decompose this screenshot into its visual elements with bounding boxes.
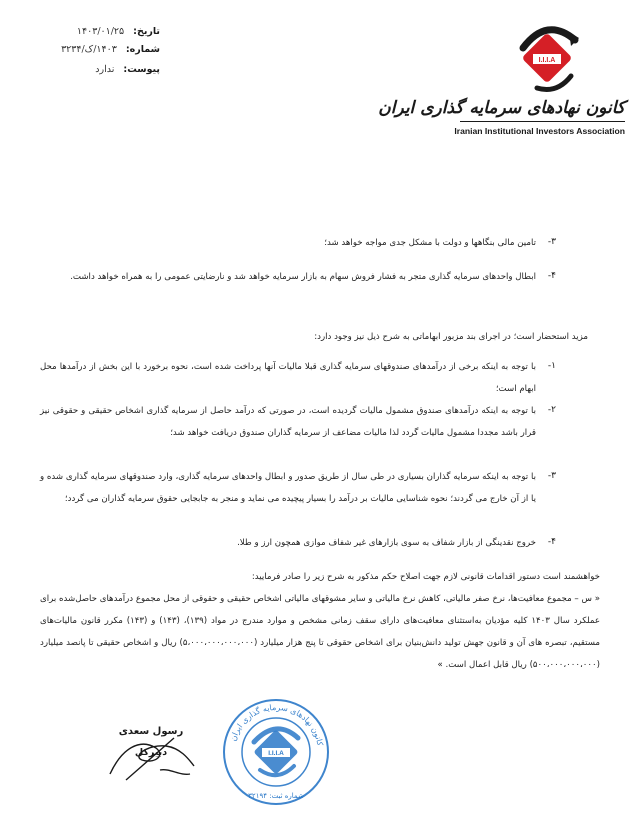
item-number: ۳- <box>547 471 556 481</box>
signature-block <box>96 722 206 802</box>
signatory-title: دبیرکل <box>134 747 168 758</box>
logo-emblem <box>507 18 587 96</box>
number-row <box>30 44 160 64</box>
association-logo <box>378 18 625 148</box>
list-item: تامین مالی بنگاهها و دولت با مشکل جدی مواجه خواهد شد؛ <box>324 238 536 248</box>
stamp-ring-text: کانون نهادهای سرمایه گذاری ایران <box>228 702 325 747</box>
list-item: با توجه به اینکه برخی از درآمدهای صندوقهای سرمایه گذاری قبلا مالیات آنها پرداخت شده است، نحوه برخورد با این بخش از درآمدها محل ابهام است؛ <box>40 362 536 394</box>
list-item: ابطال واحدهای سرمایه گذاری متجر به فشار فروش سهام به بازار سرمایه خواهد شد و نارضایتی عمومی را به همراه خواهد داشت. <box>70 272 536 282</box>
request-paragraph: خواهشمند است دستور اقدامات قانونی لازم جهت اصلاح حکم مذکور به شرح زیر را صادر فرمایید: <box>251 572 600 582</box>
official-stamp <box>220 696 332 808</box>
item-number: ۲- <box>547 405 556 415</box>
date-row <box>30 26 160 44</box>
list-item: خروج نقدینگی از بازار شفاف به سوی بازارهای غیر شفاف موازی همچون ارز و طلا. <box>237 538 536 548</box>
logo-badge-text: I.I.I.A <box>538 57 556 64</box>
logo-underline <box>460 121 625 122</box>
association-name-en: Iranian Institutional Investors Association <box>454 126 625 136</box>
stamp-seal <box>220 696 332 808</box>
item-number: ۴- <box>547 271 556 281</box>
item-number: ۱- <box>547 361 556 371</box>
stamp-registration: شماره ثبت: ۳۲۱۹۴ <box>248 792 304 800</box>
attachment-value: ندارد <box>95 64 115 75</box>
date-value: ۱۴۰۳/۰۱/۲۵ <box>76 26 125 37</box>
proposed-amendment: « س – مجموع معافیت‌ها، نرخ صفر مالیاتی، کاهش نرخ مالیاتی و سایر مشوقهای مالیاتی اشخاص حقیقی و حقوقی از محل مجموع درآمدهای حاصل‌شده برای عملکرد سال ۱۴۰۳ کلیه مؤدیان به‌استثنای معافیت‌های دارای سقف زمانی مشخص و موارد مندرج در مواد (۱۳۹)، (۱۴۳) و (۱۴۳) مکرر قانون مالیات‌های مستقیم، تبصره های آن و قانون جهش تولید دانش‌بنیان برای اشخاص حقوقی تا پنج هزار میلیارد (۵،۰۰۰،۰۰۰،۰۰۰،۰۰۰) ریال و اشخاص حقیقی تا پانصد میلیارد (۵۰۰،۰۰۰،۰۰۰،۰۰۰) ریال قابل اعمال است. » <box>40 594 600 670</box>
item-number: ۴- <box>547 537 556 547</box>
stamp-badge-text: I.I.I.A <box>268 750 284 757</box>
letter-meta <box>30 26 160 82</box>
intro-paragraph: مزید استحضار است؛ در اجرای بند مزبور ابهاماتی به شرح ذیل نیز وجود دارد: <box>314 332 588 342</box>
number-value: ۱۴۰۳/ک/۳۲۳۴ <box>61 44 117 55</box>
date-label: تاریخ: <box>133 26 160 37</box>
attachment-label: پیوست: <box>123 64 160 75</box>
signatory-name: رسول سعدی <box>118 726 184 737</box>
list-item: با توجه به اینکه درآمدهای صندوق مشمول مالیات گردیده است، در صورتی که درآمد حاصل از سرمایه گذاری اشخاص حقیقی و حقوقی نیز قرار باشد مجددا مشمول مالیات گردد لذا مالیات مضاعف از سرمایه گذاران صندوق دریافت خواهد شد؛ <box>40 406 536 438</box>
number-label: شماره: <box>125 44 160 55</box>
attachment-row <box>30 64 160 82</box>
association-name-fa: کانون نهادهای سرمایه گذاری ایران <box>378 98 625 118</box>
item-number: ۳- <box>547 237 556 247</box>
handwritten-signature <box>96 730 206 790</box>
list-item: با توجه به اینکه سرمایه گذاران بسیاری در طی سال از طریق صدور و ابطال واحدهای سرمایه گذاری، وارد صندوقهای سرمایه گذاری شده و یا از آن خارج می گردند؛ نحوه شناسایی مالیات بر درآمد را بسیار پیچیده می نماید و منجر به جابجایی حقوق سرمایه گذاران می گردد؛ <box>40 472 536 504</box>
